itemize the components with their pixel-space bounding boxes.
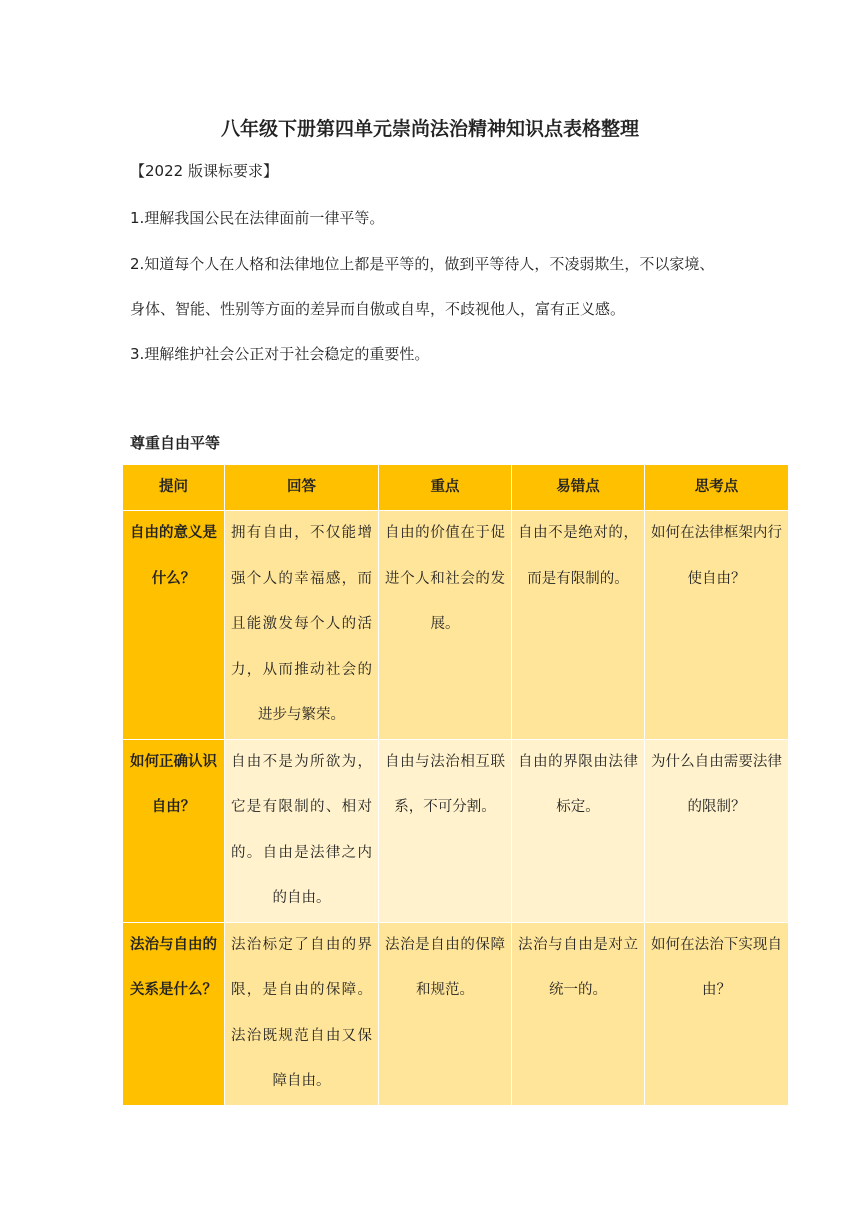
document-title: 八年级下册第四单元崇尚法治精神知识点表格整理 [220, 118, 639, 140]
cell-pitfall: 法治与自由是对立统一的。 [512, 922, 645, 1105]
cell-question: 自由的意义是什么？ [123, 511, 225, 740]
cell-thinking-point: 如何在法律框架内行使自由？ [645, 511, 789, 740]
cell-key-point: 自由与法治相互联系，不可分割。 [379, 739, 512, 922]
cell-answer: 法治标定了自由的界限，是自由的保障。法治既规范自由又保障自由。 [225, 922, 379, 1105]
cell-thinking-point: 为什么自由需要法律的限制？ [645, 739, 789, 922]
table-row [123, 739, 789, 922]
cell-thinking-point: 如何在法治下实现自由？ [645, 922, 789, 1105]
header-pitfall: 易错点 [512, 465, 645, 511]
requirement-3: 3.理解维护社会公正对于社会稳定的重要性。 [130, 345, 430, 363]
requirement-1: 1.理解我国公民在法律面前一律平等。 [130, 209, 385, 227]
requirement-2-line2: 身体、智能、性别等方面的差异而自傲或自卑，不歧视他人，富有正义感。 [130, 300, 626, 318]
cell-pitfall: 自由不是绝对的，而是有限制的。 [512, 511, 645, 740]
requirements-heading: 【2022 版课标要求】 [130, 162, 278, 180]
cell-pitfall: 自由的界限由法律标定。 [512, 739, 645, 922]
section-title: 尊重自由平等 [130, 434, 221, 452]
knowledge-table [122, 464, 789, 1106]
cell-key-point: 法治是自由的保障和规范。 [379, 922, 512, 1105]
cell-answer: 自由不是为所欲为，它是有限制的、相对的。自由是法律之内的自由。 [225, 739, 379, 922]
header-key-point: 重点 [379, 465, 512, 511]
cell-answer: 拥有自由，不仅能增强个人的幸福感，而且能激发每个人的活力，从而推动社会的进步与繁荣。 [225, 511, 379, 740]
table-row [123, 511, 789, 740]
header-answer: 回答 [225, 465, 379, 511]
table-header-row [123, 465, 789, 511]
cell-key-point: 自由的价值在于促进个人和社会的发展。 [379, 511, 512, 740]
table-row [123, 922, 789, 1105]
header-thinking-point: 思考点 [645, 465, 789, 511]
cell-question: 如何正确认识自由？ [123, 739, 225, 922]
requirement-2-line1: 2.知道每个人在人格和法律地位上都是平等的，做到平等待人，不凌弱欺生，不以家境、 [130, 255, 715, 273]
cell-question: 法治与自由的关系是什么？ [123, 922, 225, 1105]
header-question: 提问 [123, 465, 225, 511]
